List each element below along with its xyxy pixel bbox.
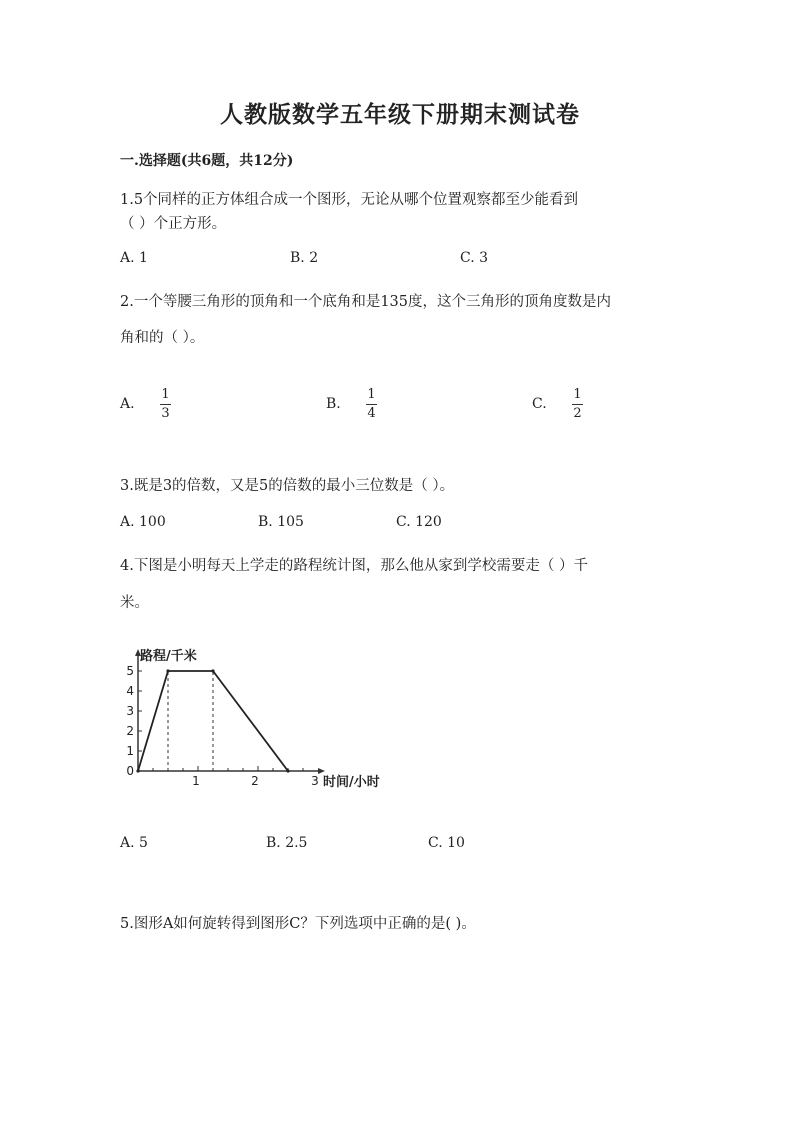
y-tick-label: 5 [126,664,134,678]
q2-stem-line2: 角和的（ ）。 [120,330,205,346]
data-point [286,769,289,772]
q3-option-a[interactable]: A. 100 [120,514,166,530]
q4-option-c[interactable]: C. 10 [428,835,465,851]
q2-option-c-label[interactable]: C. [532,396,547,412]
x-axis-arrow [318,768,325,774]
data-point [166,669,169,672]
q2-option-a-fraction[interactable] [160,388,171,421]
q4-option-a[interactable]: A. 5 [120,835,148,851]
q4-stem-line2: 米。 [120,595,149,611]
x-tick-label: 1 [192,774,200,788]
fraction-numerator: 1 [367,387,376,402]
y-tick-label: 2 [126,724,134,738]
x-tick-label: 3 [311,774,319,788]
q1-option-c[interactable]: C. 3 [460,250,489,266]
fraction-denominator: 4 [367,406,376,421]
y-tick-label: 3 [126,704,134,718]
q2-option-b-fraction[interactable] [366,388,377,421]
distance-time-chart [110,640,410,790]
x-tick-label: 2 [251,774,259,788]
y-tick-label: 0 [126,764,134,778]
q3-option-c[interactable]: C. 120 [396,514,442,530]
q4-option-b[interactable]: B. 2.5 [266,835,308,851]
fraction-numerator: 1 [161,387,170,402]
y-tick-label: 4 [126,684,134,698]
q1-option-b[interactable]: B. 2 [290,250,319,266]
page-title: 人教版数学五年级下册期末测试卷 [220,101,580,128]
y-axis-label: 路程/千米 [140,649,197,664]
q2-option-b-label[interactable]: B. [326,396,341,412]
q5-stem: 5.图形A如何旋转得到图形C？下列选项中正确的是( )。 [120,916,476,932]
fraction-bar [366,404,377,405]
data-point [136,769,139,772]
q2-option-a-label[interactable]: A. [120,396,135,412]
fraction-denominator: 3 [161,406,170,421]
q3-option-b[interactable]: B. 105 [258,514,304,530]
data-point [211,669,214,672]
fraction-bar [572,404,583,405]
q1-option-a[interactable]: A. 1 [120,250,148,266]
y-tick-label: 1 [126,744,134,758]
q1-stem-line1: 1.5个同样的正方体组合成一个图形，无论从哪个位置观察都至少能看到 [120,192,579,208]
fraction-denominator: 2 [573,406,582,421]
q2-stem-line1: 2.一个等腰三角形的顶角和一个底角和是135度，这个三角形的顶角度数是内 [120,294,612,310]
section-heading: 一.选择题(共6题，共12分) [120,153,294,169]
q3-stem: 3.既是3的倍数，又是5的倍数的最小三位数是（ ）。 [120,478,455,494]
q4-stem-line1: 4.下图是小明每天上学走的路程统计图，那么他从家到学校需要走（ ）千 [120,558,588,574]
q2-option-c-fraction[interactable] [572,388,583,421]
fraction-numerator: 1 [573,387,582,402]
fraction-bar [160,404,171,405]
x-axis-label: 时间/小时 [323,775,380,790]
q1-stem-line2: （ ）个正方形。 [120,216,227,232]
